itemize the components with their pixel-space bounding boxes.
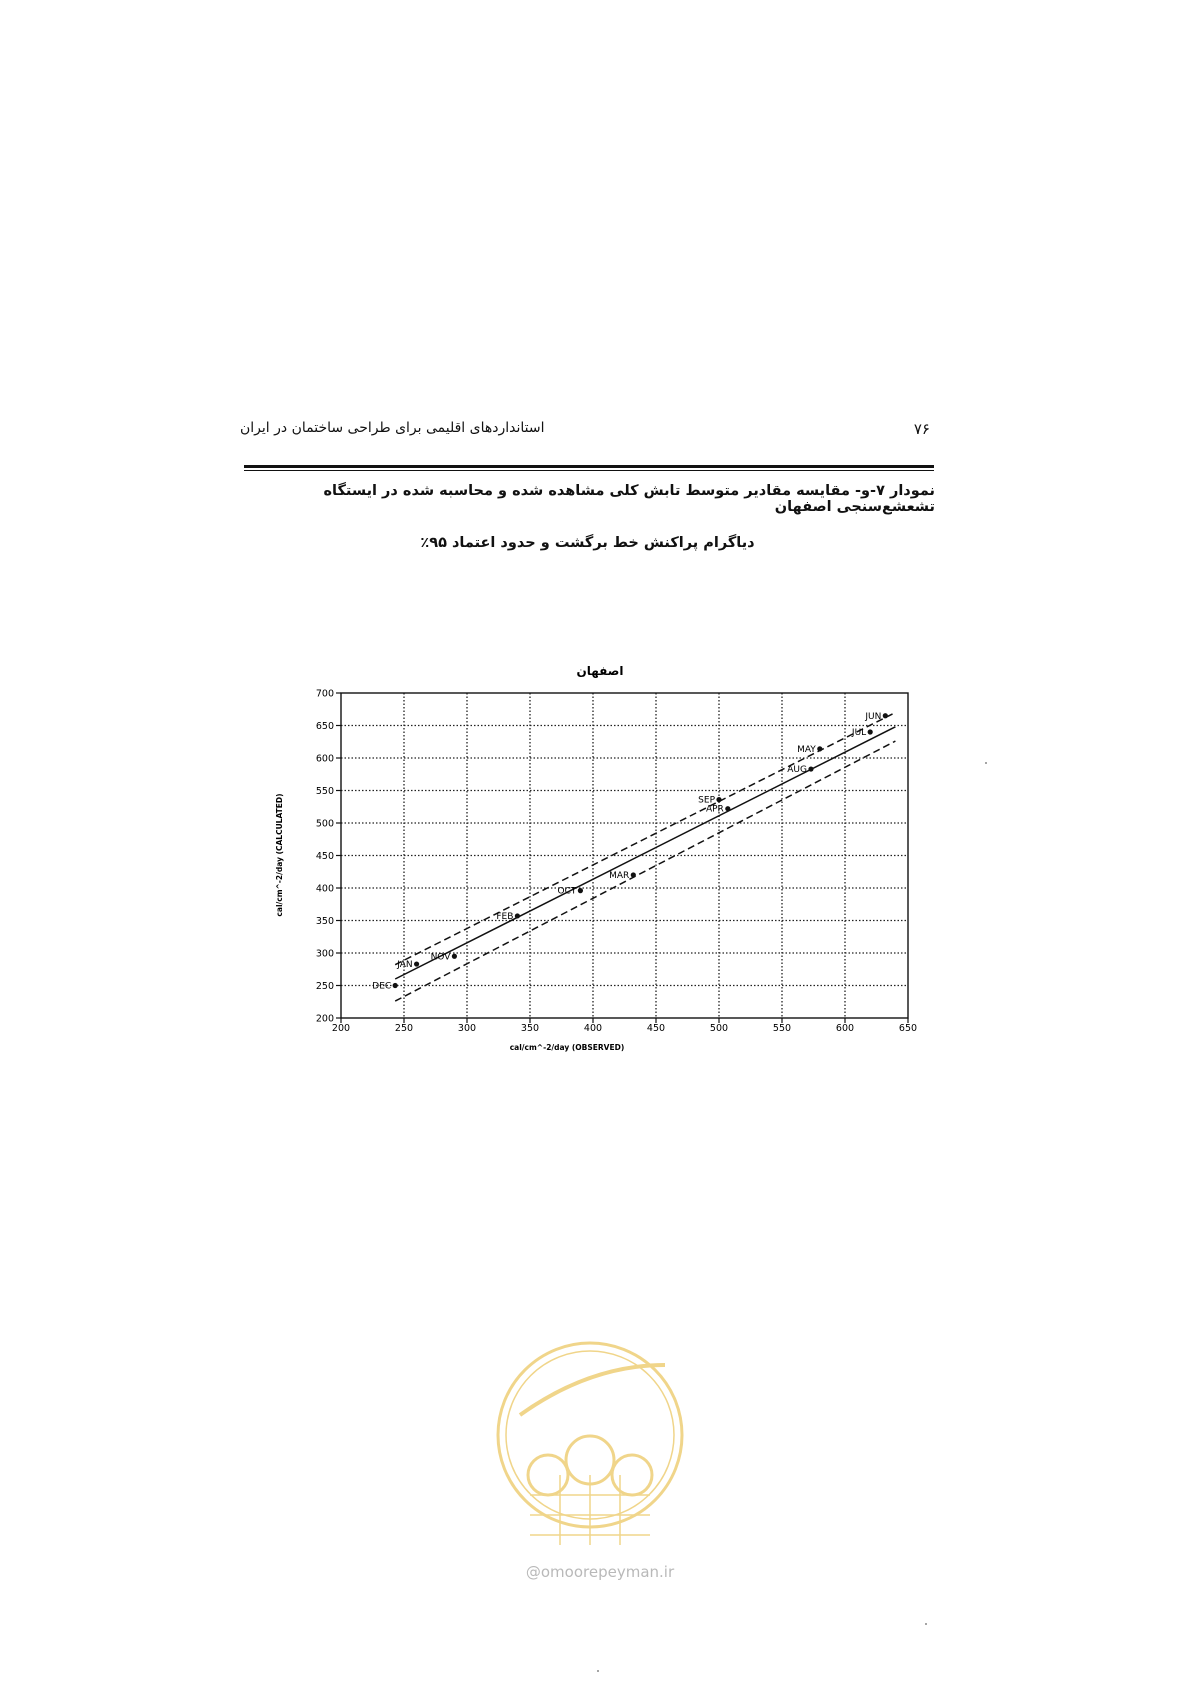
y-tick-label: 400 xyxy=(315,883,334,895)
x-tick-label: 600 xyxy=(835,1023,855,1034)
point-label: MAY xyxy=(797,744,816,755)
y-tick-label: 600 xyxy=(315,753,334,765)
x-tick-label: 550 xyxy=(772,1023,792,1034)
page-header xyxy=(240,420,930,450)
x-tick-label: 350 xyxy=(520,1023,540,1034)
point-label: OCT xyxy=(557,886,577,897)
y-tick-label: 550 xyxy=(315,786,334,797)
point-label: AUG xyxy=(787,765,807,776)
watermark-url: @omoorepeyman.ir xyxy=(525,1563,675,1581)
data-point xyxy=(452,954,457,959)
scatter-chart xyxy=(275,650,930,1130)
watermark-logo xyxy=(490,1325,690,1585)
x-tick-label: 300 xyxy=(457,1023,477,1034)
header-rule xyxy=(244,465,934,468)
x-tick-label: 400 xyxy=(583,1023,603,1034)
x-tick-label: 650 xyxy=(898,1023,918,1034)
data-point xyxy=(716,797,721,802)
chart-points xyxy=(372,712,888,992)
point-label: APR xyxy=(705,804,724,815)
y-tick-label: 650 xyxy=(315,721,334,732)
regression-line xyxy=(395,727,895,979)
y-tick-label: 350 xyxy=(315,916,334,927)
page-number: ۷۶ xyxy=(913,420,930,438)
data-point xyxy=(414,961,419,966)
caption-title: نمودار ۷-و- مقایسه مقادیر متوسط تابش کلی مشاهده شده و محاسبه شده در ایستگاه تشعشع‌سنجی اصفهان xyxy=(323,483,935,515)
y-tick-label: 500 xyxy=(315,818,334,830)
data-point xyxy=(817,746,822,751)
x-axis-label: cal/cm^-2/day (OBSERVED) xyxy=(509,1043,625,1052)
point-label: FEB xyxy=(496,911,514,922)
point-label: JUN xyxy=(865,711,882,722)
point-label: JUL xyxy=(851,728,867,738)
data-point xyxy=(868,729,873,734)
confidence-lower-line xyxy=(395,741,895,1001)
x-tick-label: 250 xyxy=(394,1023,414,1034)
chart-title: اصفهان xyxy=(576,664,624,678)
header-rule-thin xyxy=(244,470,934,471)
y-tick-label: 700 xyxy=(315,688,334,700)
data-point xyxy=(725,806,730,811)
chart-axes xyxy=(316,689,917,1035)
x-tick-label: 450 xyxy=(646,1023,666,1034)
chart-grid xyxy=(341,693,908,1018)
chart-lines xyxy=(395,713,895,1002)
y-tick-label: 450 xyxy=(315,851,334,862)
data-point xyxy=(393,983,398,988)
point-label: JAN xyxy=(397,960,413,971)
x-tick-label: 200 xyxy=(331,1023,351,1034)
scan-speck xyxy=(925,1623,927,1625)
data-point xyxy=(808,766,813,771)
data-point xyxy=(631,872,636,877)
data-point xyxy=(515,913,520,918)
point-label: MAR xyxy=(609,871,630,881)
x-tick-label: 500 xyxy=(709,1023,729,1034)
figure-caption xyxy=(240,483,935,551)
point-label: NOV xyxy=(430,952,451,963)
data-point xyxy=(578,888,583,893)
point-label: SEP xyxy=(698,795,715,806)
scan-speck xyxy=(985,762,987,764)
point-label: DEC xyxy=(372,981,392,992)
scan-speck xyxy=(597,1670,599,1672)
caption-subtitle: دیاگرام پراکنش خط برگشت و حدود اعتماد ۹۵٪ xyxy=(420,535,755,551)
y-axis-label: cal/cm^-2/day (CALCULATED) xyxy=(275,793,284,917)
y-tick-label: 300 xyxy=(315,948,334,960)
running-title: استانداردهای اقلیمی برای طراحی ساختمان در ایران xyxy=(240,420,545,436)
y-tick-label: 250 xyxy=(315,981,334,992)
y-tick-label: 200 xyxy=(315,1013,334,1025)
data-point xyxy=(883,713,888,718)
